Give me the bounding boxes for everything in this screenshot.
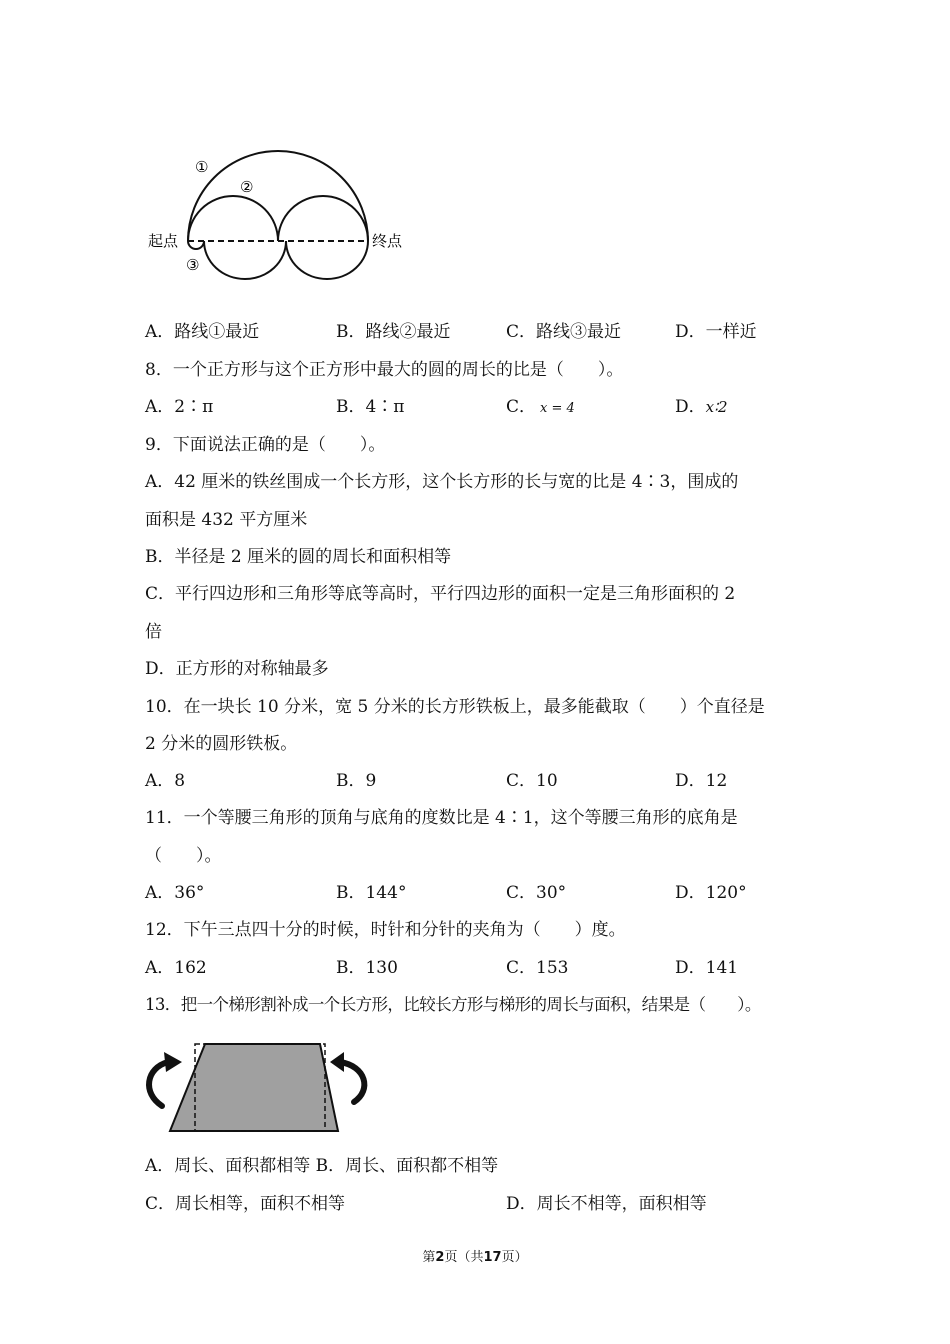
route1-label: ① <box>195 158 209 176</box>
end-label: 终点 <box>372 232 403 250</box>
q8-option-c-math: x = 4 <box>540 401 575 416</box>
q9-option-b[interactable]: B．半径是 2 厘米的圆的周长和面积相等 <box>145 547 452 567</box>
q7-option-d[interactable]: D．一样近 <box>675 322 757 342</box>
q10-text-line1: 10．在一块长 10 分米，宽 5 分米的长方形铁板上，最多能截取（ ）个直径是 <box>145 697 765 717</box>
footer-total-pages: 17 <box>483 1250 502 1265</box>
route2-arc-right <box>278 196 368 241</box>
q8-option-c-letter: C． <box>506 397 537 417</box>
footer-prefix: 第 <box>422 1250 436 1265</box>
route3-arc-right <box>286 241 368 279</box>
right-arrow-head-icon <box>330 1052 344 1072</box>
q9-option-d[interactable]: D．正方形的对称轴最多 <box>145 659 329 679</box>
q11-option-d[interactable]: D．120° <box>675 883 747 903</box>
q8-text: 8．一个正方形与这个正方形中最大的圆的周长的比是（ ）。 <box>145 360 624 380</box>
q12-option-d[interactable]: D．141 <box>675 958 739 978</box>
q8-option-a[interactable]: A．2∶π <box>145 397 214 417</box>
q12-option-b[interactable]: B．130 <box>336 958 398 978</box>
q13-option-ab[interactable]: A．周长、面积都相等 B．周长、面积都不相等 <box>145 1156 499 1176</box>
q12-text: 12．下午三点四十分的时候，时针和分针的夹角为（ ）度。 <box>145 920 626 940</box>
q9-option-c-line1[interactable]: C．平行四边形和三角形等底等高时，平行四边形的面积一定是三角形面积的 2 <box>145 584 736 604</box>
start-label: 起点 <box>148 232 179 250</box>
route3-arc-left <box>204 241 286 279</box>
footer-page-number: 2 <box>435 1250 445 1265</box>
q11-option-a[interactable]: A．36° <box>145 883 205 903</box>
q11-text-line2: （ ）。 <box>145 846 222 866</box>
q12-option-a[interactable]: A．162 <box>145 958 207 978</box>
q7-option-c[interactable]: C．路线③最近 <box>506 322 622 342</box>
q13-text: 13．把一个梯形割补成一个长方形，比较长方形与梯形的周长与面积，结果是（ ）。 <box>145 995 761 1014</box>
route1-arc <box>188 151 368 241</box>
q8-option-d[interactable] <box>675 395 728 419</box>
q9-option-a-line1[interactable]: A．42 厘米的铁丝围成一个长方形，这个长方形的长与宽的比是 4∶3，围成的 <box>145 472 739 492</box>
q11-option-c[interactable]: C．30° <box>506 883 567 903</box>
q8-option-d-math: x∶2 <box>705 398 728 416</box>
route3-arc-small <box>188 241 204 249</box>
footer-middle: 页（共 <box>444 1250 484 1265</box>
route3-label: ③ <box>186 256 200 274</box>
route2-arc-left <box>188 196 278 241</box>
q11-text-line1: 11．一个等腰三角形的顶角与底角的度数比是 4∶1，这个等腰三角形的底角是 <box>145 808 738 828</box>
q10-option-a[interactable]: A．8 <box>145 771 186 791</box>
left-arrow-head-icon <box>164 1052 182 1072</box>
q13-option-d[interactable]: D．周长不相等，面积相等 <box>506 1194 707 1214</box>
q9-text: 9．下面说法正确的是（ ）。 <box>145 435 386 455</box>
footer-suffix: 页） <box>501 1250 528 1265</box>
left-rotate-arrow-icon <box>149 1062 168 1106</box>
q7-option-b[interactable]: B．路线②最近 <box>336 322 451 342</box>
route2-label: ② <box>240 178 254 196</box>
q13-option-c[interactable]: C．周长相等，面积不相等 <box>145 1194 346 1214</box>
page-footer <box>0 1246 950 1265</box>
q9-option-a-line2: 面积是 432 平方厘米 <box>145 510 308 530</box>
q10-option-c[interactable]: C．10 <box>506 771 558 791</box>
q7-option-a[interactable]: A．路线①最近 <box>145 322 260 342</box>
q10-option-b[interactable]: B．9 <box>336 771 377 791</box>
q11-option-b[interactable]: B．144° <box>336 883 407 903</box>
q10-option-d[interactable]: D．12 <box>675 771 728 791</box>
q8-option-b[interactable]: B．4∶π <box>336 397 405 417</box>
trapezoid-diagram <box>140 1038 380 1138</box>
q10-text-line2: 2 分米的圆形铁板。 <box>145 734 298 754</box>
q8-option-d-letter: D． <box>675 397 706 417</box>
q12-option-c[interactable]: C．153 <box>506 958 569 978</box>
route-diagram <box>140 140 420 290</box>
q8-option-c[interactable] <box>506 395 575 421</box>
q9-option-c-line2: 倍 <box>145 622 162 642</box>
